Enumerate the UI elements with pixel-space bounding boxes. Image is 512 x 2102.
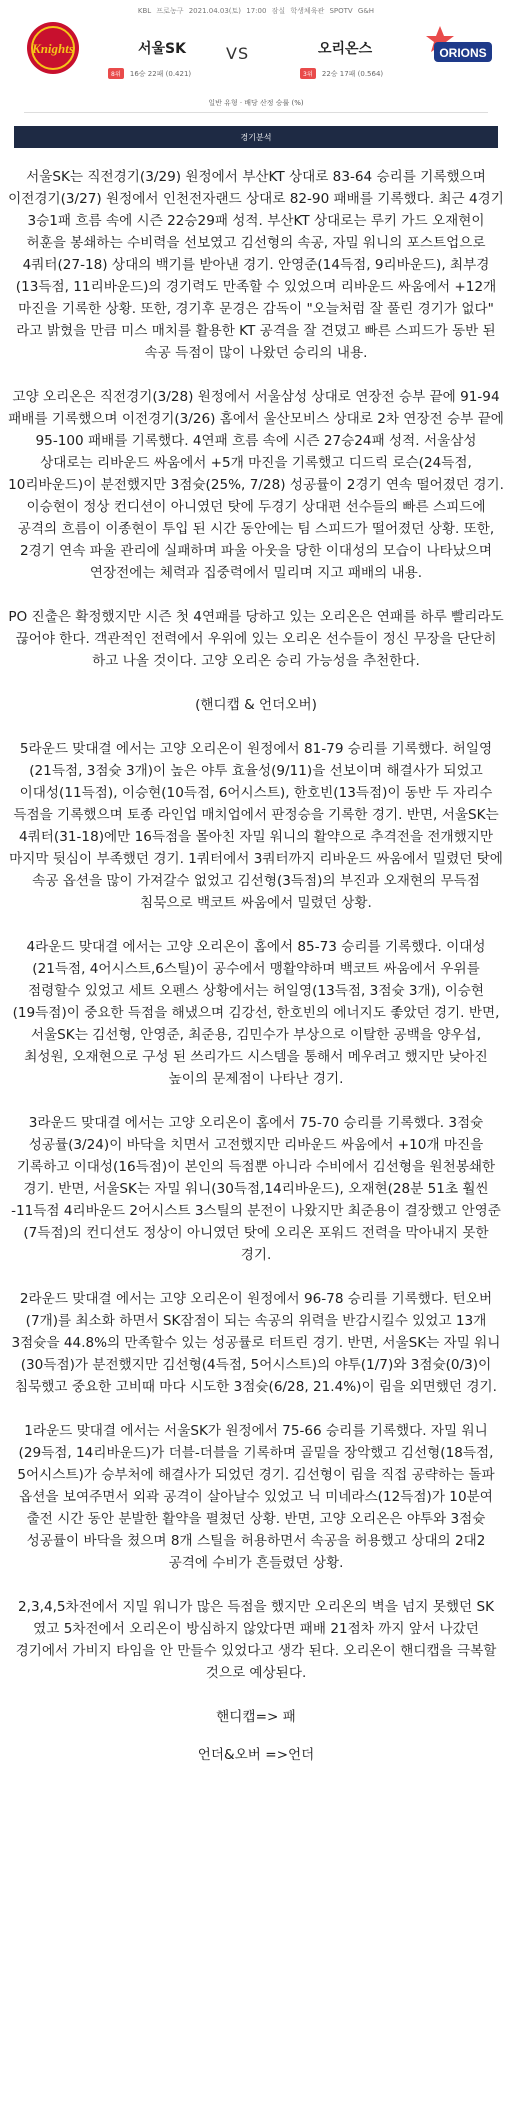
paragraph-orion-recent: 고양 오리온은 직전경기(3/28) 원정에서 서울삼성 상대로 연장전 승부 끝에 91-94 패배를 기록했으며 이전경기(3/26) 홈에서 울산모비스 상대로 2차 연장전 승부 끝에 95-100 패배를 기록했다. 4연패 흐름 속에 시즌 27승24패 성적. 서울삼성 상대로는 리바운드 싸움에서 +5개 마진을 기록했고 디드릭 로슨(24득점, 10리바운드)이 분전했지만 3점슛(25%, 7/28) 성공률이 2경기 연속 떨어졌던 경기. 이승현이 정상 컨디션이 아니였던 탓에 두경기 상대편 선수들의 빠른 스피드에 공격의 흐름이 이종현이 투입 된 시간 동안에는 팀 스피드가 떨어졌던 상황. 또한, 2경기 연속 파울 관리에 실패하며 파울 아웃을 당한 이대성의 모습이 나타났으며 연장전에는 체력과 집중력에서 밀리며 지고 패배의 내용. <box>8 389 504 581</box>
paragraph-sk-recent: 서울SK는 직전경기(3/29) 원정에서 부산KT 상대로 83-64 승리를 기록했으며 이전경기(3/27) 원정에서 인천전자랜드 상대로 82-90 패배를 기록했다. 최근 4경기 3승1패 흐름 속에 시즌 22승29패 성적. 부산KT 상대로는 루키 가드 오재현이 허훈을 봉쇄하는 수비력을 선보였고 김선형의 속공, 자밀 워니의 포스트업으로 4쿼터(27-18) 상대의 백기를 받아낸 경기. 안영준(14득점, 9리바운드), 최부경(13득점, 11리바운드)의 경기력도 만족할 수 있었으며 리바운드 싸움에서 +12개 마진을 기록한 상황. 또한, 경기후 문경은 감독이 "오늘처럼 잘 풀린 경기가 없다" 라고 밝혔을 만큼 미스 매치를 활용한 KT 공격을 잘 견뎠고 빠른 스피드가 동반 된 속공 득점이 많이 나왔던 승리의 내용. <box>8 169 504 361</box>
home-logo-text: Knights <box>32 41 74 56</box>
paragraph-round4: 4라운드 맞대결 에서는 고양 오리온이 홈에서 85-73 승리를 기록했다. 이대성(21득점, 4어시스트,6스틸)이 공수에서 맹활약하며 백코트 싸움에서 우위를 점령할수 있었고 세트 오펜스 상황에서는 허일영(13득점, 3점슛 3개), 이승현(19득점)이 중요한 득점을 해냈으며 김강선, 한호빈의 에너지도 좋았던 경기. 반면, 서울SK는 김선형, 안영준, 최준용, 김민수가 부상으로 이탈한 공백을 양우섭, 최성원, 오재현으로 구성 된 쓰리가드 시스템을 통해서 메우려고 했지만 낮아진 높이의 문제점이 나타난 경기. <box>12 939 500 1087</box>
match-header <box>0 0 512 96</box>
paragraph-summary: 2,3,4,5차전에서 지밀 워니가 많은 득점을 했지만 오리온의 벽을 넘지 못했던 SK 였고 5차전에서 오리온이 방심하지 않았다면 패배 21점차 까지 앞서 나갔던 경기에서 가비지 타임을 안 만들수 있었다고 생각 된다. 오리온이 핸디캡을 극복할 것으로 예상된다. <box>15 1599 497 1681</box>
away-team-rank-badge: 3위 <box>300 68 316 79</box>
away-team-name: 오리온스 <box>318 41 373 57</box>
away-logo-text: ORIONS <box>439 46 487 60</box>
analysis-article <box>8 166 504 1782</box>
home-team-rank-badge: 8위 <box>108 68 124 79</box>
paragraph-handicap-heading: (핸디캡 & 언더오버) <box>195 697 317 713</box>
pick-handicap: 핸디캡=> 패 <box>216 1709 296 1725</box>
home-team-logo <box>22 18 84 78</box>
away-team-record-text: 22승 17패 (0.564) <box>321 70 384 78</box>
away-team-record <box>300 68 383 79</box>
section-title-bar <box>14 126 498 148</box>
match-venue: 잠실 학생체육관 <box>271 7 325 15</box>
paragraph-round3: 3라운드 맞대결 에서는 고양 오리온이 홈에서 75-70 승리를 기록했다. 3점슛 성공률(3/24)이 바닥을 치면서 고전했지만 리바운드 싸움에서 +10개 마진을 기록하고 이대성(16득점)이 본인의 득점뿐 아니라 수비에서 김선형을 원천봉쇄한 경기. 반면, 서울SK는 자밀 워니(30득점,14리바운드), 오재현(28분 51초 훨씬 -11득점 4리바운드 2어시스트 3스틸의 분전이 나왔지만 최준용이 결장했고 안영준(7득점)의 컨디션도 정상이 아니였던 탓에 오리온 포워드 전력을 막아내지 못한 경기. <box>11 1115 501 1263</box>
paragraph-round5: 5라운드 맞대결 에서는 고양 오리온이 원정에서 81-79 승리를 기록했다. 허일영(21득점, 3점슛 3개)이 높은 야투 효율성(9/11)을 선보이며 해결사가 되었고 이대성(11득점), 이승현(10득점, 6어시스트), 한호빈(13득점)이 동반 두 자리수 득점을 기록했으며 토종 라인업 매치업에서 판정승을 기록한 경기. 반면, 서울SK는 4쿼터(31-18)에만 16득점을 몰아친 자밀 워니의 활약으로 추격전을 전개했지만 마지막 뒷심이 부족했던 경기. 1쿼터에서 3쿼터까지 리바운드 싸움에서 밀렸던 탓에 속공 옵션을 많이 가져갈수 없었고 김선형(3득점)의 부진과 오재현의 무득점 침묵으로 백코트 싸움에서 밀렸던 상황. <box>9 741 503 911</box>
paragraph-round1: 1라운드 맞대결 에서는 서울SK가 원정에서 75-66 승리를 기록했다. 자밀 워니(29득점, 14리바운드)가 더블-더블을 기록하며 골밑을 장악했고 김선형(18득점, 5어시스트)가 승부처에 해결사가 되었던 경기. 김선형이 림을 직접 공략하는 돌파 옵션을 보여주면서 외곽 공격이 살아날수 있었고 닉 미네라스(12득점)가 10분여 출전 시간 동안 분발한 활약을 펼쳤던 상황. 반면, 고양 오리온은 야투와 3점슛 성공률이 바닥을 쳤으며 8개 스틸을 허용하면서 속공을 허용했고 상대의 2대2 공격에 수비가 흔들렸던 상황. <box>17 1423 495 1571</box>
match-meta <box>0 6 512 16</box>
match-datetime: 2021.04.03(토) 17:00 <box>188 7 267 15</box>
league-label: KBL 프로농구 <box>137 7 184 15</box>
home-team-record <box>108 68 191 79</box>
home-team-record-text: 16승 22패 (0.421) <box>129 70 192 78</box>
pick-under-over: 언더&오버 =>언더 <box>197 1747 315 1763</box>
divider <box>24 112 488 113</box>
paragraph-round2: 2라운드 맞대결 에서는 고양 오리온이 원정에서 96-78 승리를 기록했다. 턴오버(7개)를 최소화 하면서 SK잠점이 되는 속공의 위력을 반감시킬수 있었고 13개 3점슛을 44.8%의 만족할수 있는 성공률로 터트린 경기. 반면, 서울SK는 자밀 워니(30득점)가 분전했지만 김선형(4득점, 5어시스트)의 야투(1/7)와 3점슛(0/3)이 침묵했고 중요한 고비때 마다 시도한 3점슛(6/28, 21.4%)이 림을 외면했던 경기. <box>11 1291 501 1395</box>
paragraph-prediction: PO 진출은 확정했지만 시즌 첫 4연패를 당하고 있는 오리온은 연패를 하루 빨리라도 끊어야 한다. 객관적인 전력에서 우위에 있는 오리온 선수들이 정신 무장을 단단히 하고 나올 것이다. 고양 오리온 승리 가능성을 추천한다. <box>8 609 504 669</box>
home-team-name: 서울SK <box>138 41 186 57</box>
section-title: 경기분석 <box>240 132 272 142</box>
odds-tagline: 일반 유형 · 배당 산정 승률 (%) <box>208 99 304 107</box>
broadcast-label: SPOTV G&H <box>329 7 375 15</box>
away-team-logo <box>426 18 496 78</box>
vs-label: VS <box>226 44 250 63</box>
